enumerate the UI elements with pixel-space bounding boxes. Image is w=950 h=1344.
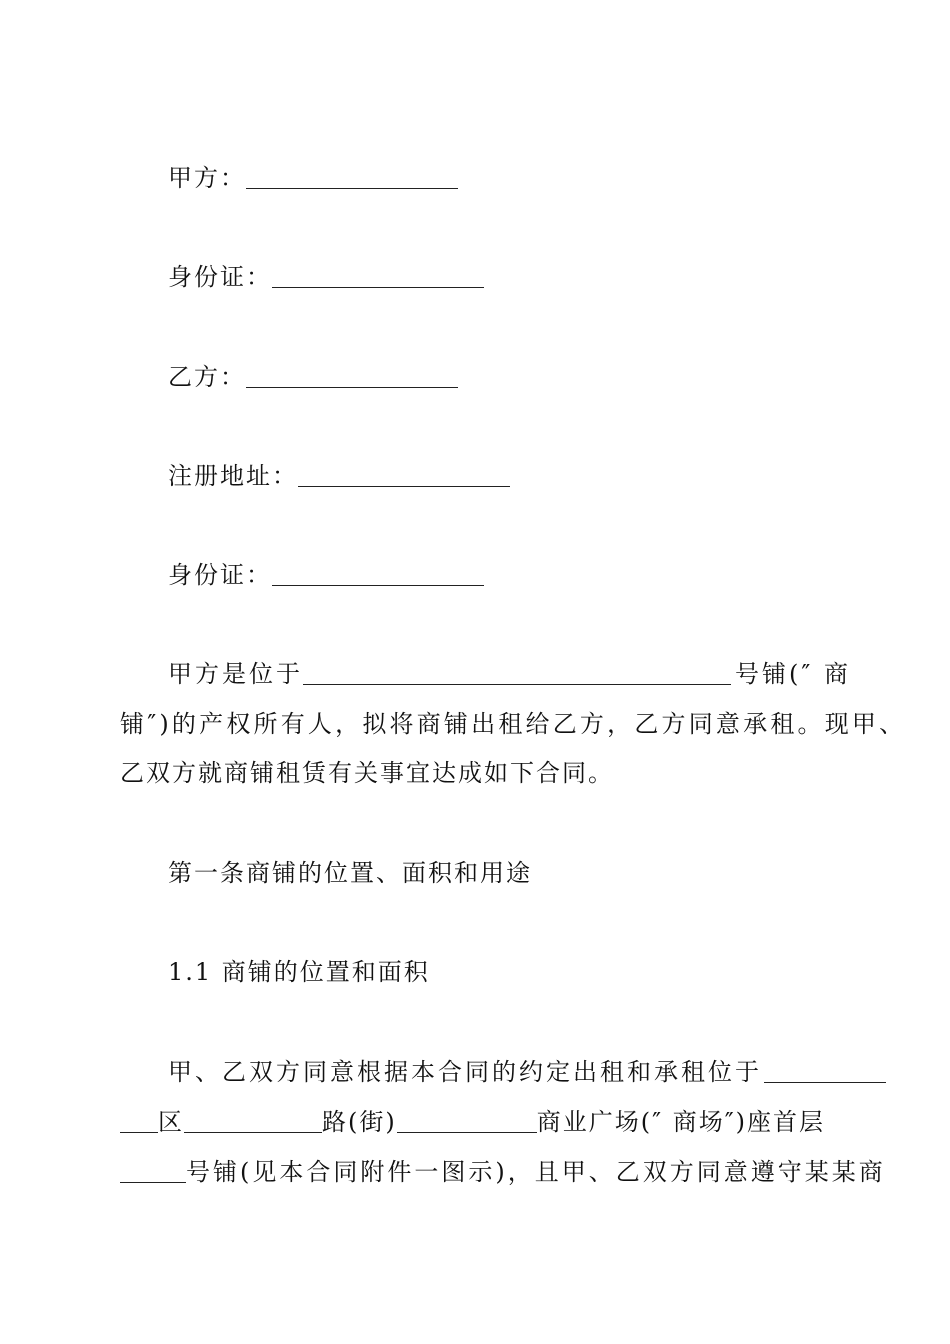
id-card-2-row xyxy=(168,560,484,590)
intro-line-3 xyxy=(120,758,614,788)
party-a-blank xyxy=(246,168,458,189)
district-label: 区 xyxy=(158,1108,184,1136)
id-card-2-label: 身份证： xyxy=(168,561,272,589)
intro-line-1-start: 甲方是位于 xyxy=(168,660,303,688)
shop-location-blank xyxy=(303,664,731,685)
clause-line-1-text: 甲、乙双方同意根据本合同的约定出租和承租位于 xyxy=(168,1058,762,1086)
id-card-1-row xyxy=(168,262,484,292)
intro-line-2-text: 铺″)的产权所有人，拟将商铺出租给乙方，乙方同意承租。现甲、 xyxy=(120,710,907,738)
article-1-title xyxy=(168,858,532,888)
reg-address-blank xyxy=(298,466,510,487)
article-1-title-text: 第一条商铺的位置、面积和用途 xyxy=(168,859,532,887)
id-card-1-label: 身份证： xyxy=(168,263,272,291)
id-card-2-blank xyxy=(272,565,484,586)
shop-number-blank xyxy=(120,1162,186,1183)
reg-address-label: 注册地址： xyxy=(168,462,298,490)
road-blank xyxy=(184,1112,322,1133)
party-a-row xyxy=(168,163,458,193)
district-blank xyxy=(120,1112,158,1133)
city-blank xyxy=(764,1062,886,1083)
intro-line-1 xyxy=(168,659,851,689)
party-a-label: 甲方： xyxy=(168,164,246,192)
plaza-blank xyxy=(397,1112,537,1133)
intro-line-2 xyxy=(120,709,907,739)
article-1-subtitle-text: 1.1 商铺的位置和面积 xyxy=(168,958,430,986)
id-card-1-blank xyxy=(272,267,484,288)
road-label: 路(街) xyxy=(322,1108,397,1136)
party-b-row xyxy=(168,362,458,392)
reg-address-row xyxy=(168,461,510,491)
clause-line-3 xyxy=(120,1157,886,1187)
intro-line-3-text: 乙双方就商铺租赁有关事宜达成如下合同。 xyxy=(120,759,614,787)
party-b-label: 乙方： xyxy=(168,363,246,391)
party-b-blank xyxy=(246,367,458,388)
clause-line-2 xyxy=(120,1107,825,1137)
plaza-label: 商业广场(″ 商场″)座首层 xyxy=(536,1108,826,1136)
intro-line-1-end: 号铺(″ 商 xyxy=(735,660,851,688)
clause-line-1 xyxy=(168,1057,886,1087)
article-1-subtitle xyxy=(168,957,430,987)
clause-line-3-text: 号铺(见本合同附件一图示)，且甲、乙双方同意遵守某某商 xyxy=(186,1158,886,1186)
